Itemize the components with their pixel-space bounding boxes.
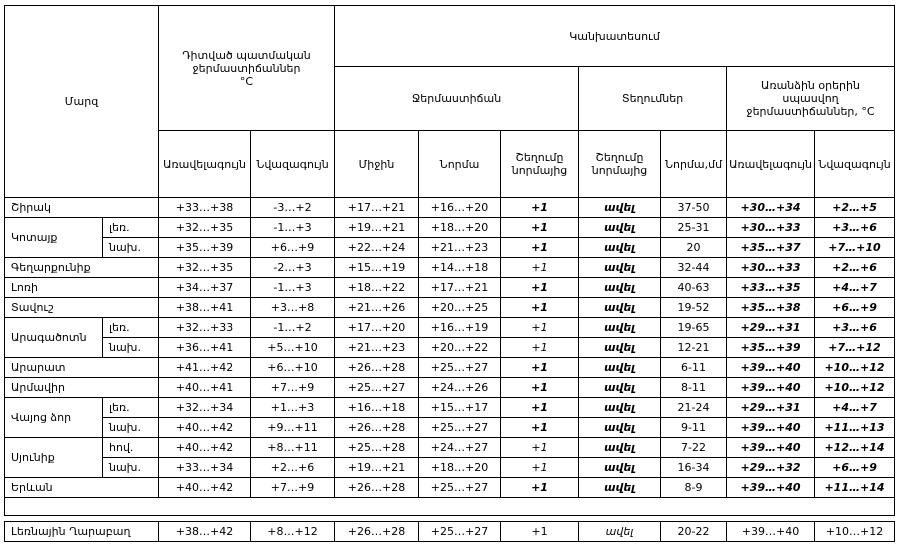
- precip-deviation: ավել: [579, 438, 661, 458]
- deviation: +1: [501, 458, 579, 478]
- deviation: +1: [501, 238, 579, 258]
- precip-deviation: ավել: [579, 478, 661, 498]
- special-max: +39…+40: [727, 478, 815, 498]
- special-max: +29…+32: [727, 458, 815, 478]
- table-row: [5, 458, 895, 478]
- table-row: [5, 218, 895, 238]
- sub-zone: նախ.: [103, 338, 159, 358]
- special-min: +7…+10: [815, 238, 895, 258]
- mean-temp: +21…+23: [335, 338, 419, 358]
- obs-max: +32…+33: [159, 318, 251, 338]
- obs-max: +40…+42: [159, 438, 251, 458]
- region-name: Կոտայք: [5, 218, 103, 258]
- deviation: +1: [501, 218, 579, 238]
- norm-temp: +25…+27: [419, 418, 501, 438]
- header-precip-deviation: Շեղումը նորմայից: [579, 131, 661, 198]
- obs-max: +32…+35: [159, 258, 251, 278]
- precip-norm: 6-11: [661, 358, 727, 378]
- precip-deviation: ավել: [579, 238, 661, 258]
- norm-temp: +15…+17: [419, 398, 501, 418]
- special-min: +3…+6: [815, 318, 895, 338]
- norm-temp: +25…+27: [419, 358, 501, 378]
- obs-min: +3…+8: [251, 298, 335, 318]
- header-temperature: Ջերմաստիճան: [335, 67, 579, 131]
- karabakh-table: [4, 521, 895, 542]
- table-row: [5, 398, 895, 418]
- precip-norm: 25-31: [661, 218, 727, 238]
- obs-min: +5…+10: [251, 338, 335, 358]
- deviation: +1: [501, 478, 579, 498]
- obs-max: +32…+34: [159, 398, 251, 418]
- header-special-temps: Առանձին օրերին սպասվող ջերմաստիճաններ, °C: [727, 67, 895, 131]
- obs-max: +40…+42: [159, 418, 251, 438]
- norm-temp: +24…+26: [419, 378, 501, 398]
- table-row: [5, 198, 895, 218]
- mean-temp: +16…+18: [335, 398, 419, 418]
- special-min: +11…+14: [815, 478, 895, 498]
- obs-max: +40…+41: [159, 378, 251, 398]
- region-name: Երևան: [5, 478, 159, 498]
- norm-temp: +20…+22: [419, 338, 501, 358]
- region-name: Տավուշ: [5, 298, 159, 318]
- norm-temp: +17…+21: [419, 278, 501, 298]
- special-min: +4…+7: [815, 278, 895, 298]
- spacer-row: [5, 498, 895, 516]
- sub-zone: հով.: [103, 438, 159, 458]
- table-row: [5, 298, 895, 318]
- precip-norm: 20: [661, 238, 727, 258]
- precip-norm: 12-21: [661, 338, 727, 358]
- precip-deviation: ավել: [579, 278, 661, 298]
- precip-norm: 7-22: [661, 438, 727, 458]
- deviation: +1: [501, 418, 579, 438]
- special-max: +39…+40: [727, 522, 815, 542]
- header-norm: Նորմա: [419, 131, 501, 198]
- table-row: [5, 478, 895, 498]
- precip-deviation: ավել: [579, 418, 661, 438]
- sub-zone: նախ.: [103, 238, 159, 258]
- special-max: +35…+39: [727, 338, 815, 358]
- sub-zone: լեռ.: [103, 398, 159, 418]
- obs-min: +7…+9: [251, 478, 335, 498]
- obs-max: +33…+34: [159, 458, 251, 478]
- table-row: [5, 238, 895, 258]
- precip-norm: 8-11: [661, 378, 727, 398]
- special-max: +30…+34: [727, 198, 815, 218]
- region-name: Գեղարքունիք: [5, 258, 159, 278]
- obs-min: -3…+2: [251, 198, 335, 218]
- deviation: +1: [501, 278, 579, 298]
- special-max: +30…+33: [727, 218, 815, 238]
- precip-norm: 37-50: [661, 198, 727, 218]
- region-name: Արարատ: [5, 358, 159, 378]
- obs-max: +34…+37: [159, 278, 251, 298]
- special-min: +6…+9: [815, 458, 895, 478]
- deviation: +1: [501, 398, 579, 418]
- special-min: +12…+14: [815, 438, 895, 458]
- special-min: +6…+9: [815, 298, 895, 318]
- special-min: +4…+7: [815, 398, 895, 418]
- special-max: +39…+40: [727, 358, 815, 378]
- precip-deviation: ավել: [579, 458, 661, 478]
- special-min: +3…+6: [815, 218, 895, 238]
- table-row: [5, 278, 895, 298]
- special-max: +39…+40: [727, 438, 815, 458]
- precip-deviation: ավել: [579, 298, 661, 318]
- precip-deviation: ավել: [579, 258, 661, 278]
- obs-max: +33…+38: [159, 198, 251, 218]
- region-name: Լեռնային Ղարաբաղ: [5, 522, 159, 542]
- region-name: Արագածոտն: [5, 318, 103, 358]
- deviation: +1: [501, 438, 579, 458]
- spacer-cell: [5, 498, 895, 516]
- header-precipitation: Տեղումներ: [579, 67, 727, 131]
- precip-norm: 16-34: [661, 458, 727, 478]
- obs-min: +1…+3: [251, 398, 335, 418]
- obs-max: +38…+42: [159, 522, 251, 542]
- obs-max: +35…+39: [159, 238, 251, 258]
- sub-zone: նախ.: [103, 458, 159, 478]
- precip-deviation: ավել: [579, 378, 661, 398]
- obs-max: +32…+35: [159, 218, 251, 238]
- obs-min: +6…+10: [251, 358, 335, 378]
- obs-min: -1…+2: [251, 318, 335, 338]
- header-deviation: Շեղումը նորմայից: [501, 131, 579, 198]
- precip-norm: 9-11: [661, 418, 727, 438]
- precip-deviation: ավել: [579, 398, 661, 418]
- table-row: [5, 258, 895, 278]
- precip-deviation: ավել: [579, 318, 661, 338]
- special-max: +35…+37: [727, 238, 815, 258]
- header-observed: Դիտված պատմական ջերմաստիճաններ °C: [159, 6, 335, 131]
- obs-min: +9…+11: [251, 418, 335, 438]
- region-name: Վայոց ձոր: [5, 398, 103, 438]
- norm-temp: +16…+19: [419, 318, 501, 338]
- mean-temp: +26…+28: [335, 478, 419, 498]
- obs-max: +41…+42: [159, 358, 251, 378]
- deviation: +1: [501, 522, 579, 542]
- precip-norm: 21-24: [661, 398, 727, 418]
- mean-temp: +18…+22: [335, 278, 419, 298]
- deviation: +1: [501, 198, 579, 218]
- special-max: +39…+40: [727, 378, 815, 398]
- region-name: Սյունիք: [5, 438, 103, 478]
- header-special-min: Նվազագույն: [815, 131, 895, 198]
- mean-temp: +22…+24: [335, 238, 419, 258]
- special-max: +35…+38: [727, 298, 815, 318]
- mean-temp: +26…+28: [335, 418, 419, 438]
- norm-temp: +18…+20: [419, 218, 501, 238]
- header-region: Մարզ: [5, 6, 159, 198]
- deviation: +1: [501, 338, 579, 358]
- obs-min: +7…+9: [251, 378, 335, 398]
- norm-temp: +21…+23: [419, 238, 501, 258]
- mean-temp: +15…+19: [335, 258, 419, 278]
- region-name: Արմավիր: [5, 378, 159, 398]
- deviation: +1: [501, 318, 579, 338]
- deviation: +1: [501, 378, 579, 398]
- obs-min: +6…+9: [251, 238, 335, 258]
- table-row: [5, 522, 895, 542]
- mean-temp: +17…+20: [335, 318, 419, 338]
- precip-deviation: ավել: [579, 218, 661, 238]
- sub-zone: նախ.: [103, 418, 159, 438]
- precip-norm: 20-22: [661, 522, 727, 542]
- precip-deviation: ավել: [579, 522, 661, 542]
- special-max: +39…+40: [727, 418, 815, 438]
- mean-temp: +26…+28: [335, 522, 419, 542]
- table-row: [5, 378, 895, 398]
- mean-temp: +25…+27: [335, 378, 419, 398]
- precip-norm: 40-63: [661, 278, 727, 298]
- precip-norm: 32-44: [661, 258, 727, 278]
- obs-max: +40…+42: [159, 478, 251, 498]
- sub-zone: լեռ.: [103, 318, 159, 338]
- mean-temp: +19…+21: [335, 218, 419, 238]
- header-mean: Միջին: [335, 131, 419, 198]
- special-min: +10…+12: [815, 522, 895, 542]
- precip-deviation: ավել: [579, 358, 661, 378]
- sub-zone: լեռ.: [103, 218, 159, 238]
- obs-min: -2…+3: [251, 258, 335, 278]
- norm-temp: +14…+18: [419, 258, 501, 278]
- norm-temp: +25…+27: [419, 522, 501, 542]
- special-min: +2…+6: [815, 258, 895, 278]
- norm-temp: +25…+27: [419, 478, 501, 498]
- forecast-table: [4, 5, 895, 516]
- special-min: +7…+12: [815, 338, 895, 358]
- norm-temp: +20…+25: [419, 298, 501, 318]
- precip-deviation: ավել: [579, 338, 661, 358]
- region-name: Լոռի: [5, 278, 159, 298]
- obs-min: -1…+3: [251, 278, 335, 298]
- header-forecast: Կանխատեսում: [335, 6, 895, 67]
- header-special-max: Առավելագույն: [727, 131, 815, 198]
- special-min: +10…+12: [815, 358, 895, 378]
- obs-max: +36…+41: [159, 338, 251, 358]
- table-row: [5, 418, 895, 438]
- special-min: +10…+12: [815, 378, 895, 398]
- mean-temp: +21…+26: [335, 298, 419, 318]
- deviation: +1: [501, 358, 579, 378]
- obs-max: +38…+41: [159, 298, 251, 318]
- precip-norm: 8-9: [661, 478, 727, 498]
- obs-min: +8…+11: [251, 438, 335, 458]
- special-max: +29…+31: [727, 318, 815, 338]
- norm-temp: +16…+20: [419, 198, 501, 218]
- obs-min: -1…+3: [251, 218, 335, 238]
- mean-temp: +26…+28: [335, 358, 419, 378]
- table-row: [5, 438, 895, 458]
- table-row: [5, 358, 895, 378]
- header-obs-min: Նվազագույն: [251, 131, 335, 198]
- obs-min: +8…+12: [251, 522, 335, 542]
- special-max: +29…+31: [727, 398, 815, 418]
- obs-min: +2…+6: [251, 458, 335, 478]
- special-min: +11…+13: [815, 418, 895, 438]
- precip-deviation: ավել: [579, 198, 661, 218]
- table-row: [5, 338, 895, 358]
- header-precip-norm: Նորմա,մմ: [661, 131, 727, 198]
- special-max: +30…+33: [727, 258, 815, 278]
- mean-temp: +25…+28: [335, 438, 419, 458]
- norm-temp: +24…+27: [419, 438, 501, 458]
- precip-norm: 19-65: [661, 318, 727, 338]
- special-min: +2…+5: [815, 198, 895, 218]
- deviation: +1: [501, 258, 579, 278]
- special-max: +33…+35: [727, 278, 815, 298]
- table-row: [5, 318, 895, 338]
- precip-norm: 19-52: [661, 298, 727, 318]
- norm-temp: +18…+20: [419, 458, 501, 478]
- region-name: Շիրակ: [5, 198, 159, 218]
- deviation: +1: [501, 298, 579, 318]
- mean-temp: +17…+21: [335, 198, 419, 218]
- mean-temp: +19…+21: [335, 458, 419, 478]
- header-obs-max: Առավելագույն: [159, 131, 251, 198]
